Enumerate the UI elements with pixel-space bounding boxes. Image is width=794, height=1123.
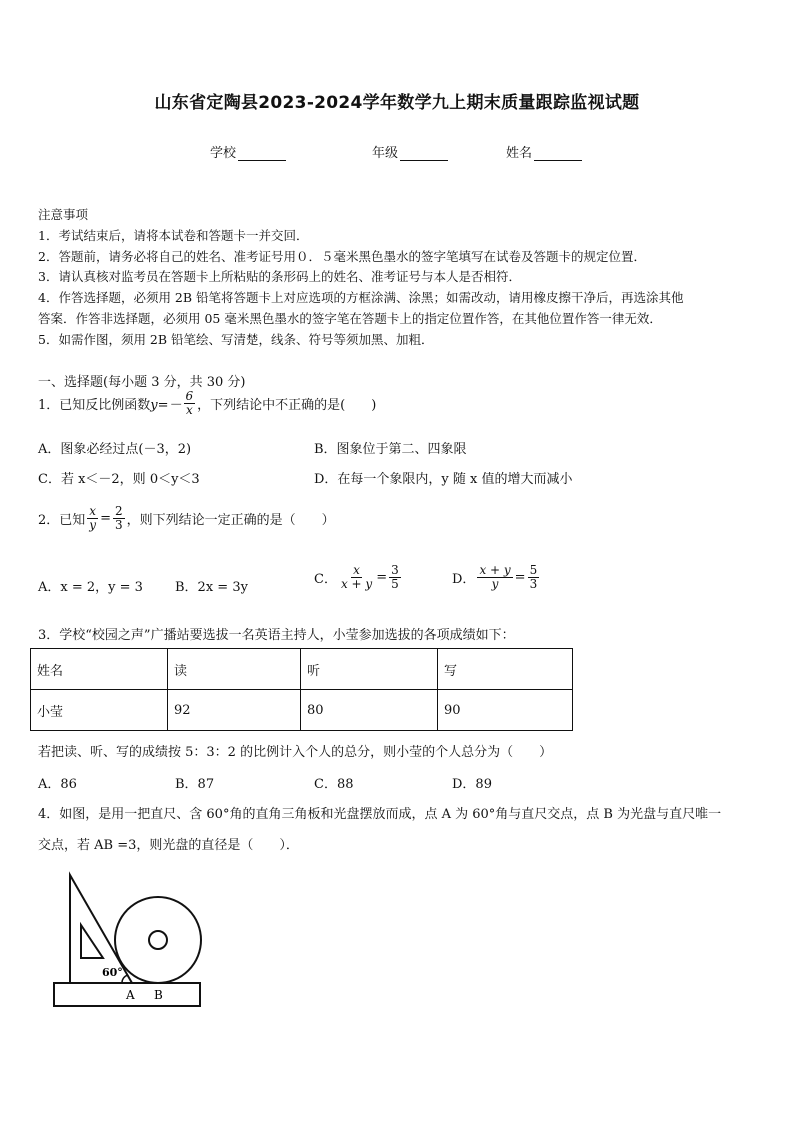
q2-option-d-label: D． <box>452 571 476 587</box>
name-label: 姓名 <box>506 146 533 161</box>
note-item-2: 2．答题前，请务必将自己的姓名、准考证号用０．５毫米黑色墨水的签字笔填写在试卷及答题卡的规定位置． <box>38 249 646 264</box>
q1-pre: 1．已知反比例函数 <box>38 397 151 413</box>
q2-d-den2: 3 <box>529 576 538 591</box>
q2-d-left <box>477 564 512 590</box>
q2-d-den: y <box>491 576 499 591</box>
question-4-line-1: 4．如图，是用一把直尺、含 60°角的直角三角板和光盘摆放而成，点 A 为 60°角与直尺交点，点 B 为光盘与直尺唯一 <box>38 807 722 822</box>
q1-fraction <box>184 390 196 416</box>
q2-c-right <box>389 564 401 590</box>
note-item-4-cont: 答案．作答非选择题，必须用 05 毫米黑色墨水的签字笔在答题卡上的指定位置作答，在其他位置作答一律无效． <box>38 311 662 326</box>
note-item-3: 3．请认真核对监考员在答题卡上所粘贴的条形码上的姓名、准考证号与本人是否相符． <box>38 269 521 284</box>
q2-option-c-label: C． <box>314 571 337 587</box>
school-label: 学校 <box>210 146 237 161</box>
table-cell: 80 <box>301 690 438 731</box>
question-2-stem <box>38 505 335 531</box>
q3-option-c: C．88 <box>314 777 354 792</box>
angle-label: 60° <box>102 966 123 979</box>
name-blank <box>534 146 582 161</box>
disc-hole-shape <box>149 931 167 949</box>
q2-den-y: y <box>89 517 97 532</box>
q2-c-equals: = <box>376 569 388 585</box>
q2-option-a: A．x = 2，y = 3 <box>38 580 143 595</box>
q2-c-num2: 3 <box>391 563 399 577</box>
table-header-cell: 写 <box>438 649 573 690</box>
q3-question: 若把读、听、写的成绩按 5：3：2 的比例计入个人的总分，则小莹的个人总分为（ ） <box>38 745 553 760</box>
q1-option-a: A．图象必经过点(－3，2) <box>38 442 192 457</box>
section-heading: 一、选择题(每小题 3 分，共 30 分) <box>38 375 246 390</box>
point-b-label: B <box>154 988 163 1002</box>
q1-fraction-num: 6 <box>185 389 194 403</box>
q1-post: ，下列结论中不正确的是( ) <box>197 397 377 413</box>
q2-option-b: B．2x = 3y <box>175 580 248 595</box>
figure-svg <box>48 868 218 1018</box>
table-header-cell: 姓名 <box>31 649 168 690</box>
q1-option-d: D．在每一个象限内，y 随 x 值的增大而减小 <box>314 472 573 487</box>
table-header-row <box>31 649 573 690</box>
question-4-line-2: 交点，若 AB =3，则光盘的直径是（ ）． <box>38 838 299 853</box>
table-row <box>31 690 573 731</box>
grade-field <box>372 142 448 161</box>
q2-fraction-xy <box>87 505 98 531</box>
question-3-stem: 3．学校“校园之声”广播站要选拔一名英语主持人，小莹参加选拔的各项成绩如下： <box>38 628 515 643</box>
q2-option-c <box>314 564 403 590</box>
q3-option-d: D．89 <box>452 777 492 792</box>
school-blank <box>238 146 286 161</box>
table-cell: 92 <box>168 690 301 731</box>
grade-label: 年级 <box>372 146 399 161</box>
q2-d-right <box>528 564 540 590</box>
q2-post: ，则下列结论一定正确的是（ ） <box>126 512 335 528</box>
score-table <box>30 648 573 731</box>
q2-fraction-23 <box>113 505 125 531</box>
q3-option-a: A．86 <box>38 777 77 792</box>
q2-num-2: 2 <box>114 504 123 518</box>
table-cell: 小莹 <box>31 690 168 731</box>
grade-blank <box>400 146 448 161</box>
q3-option-b: B．87 <box>175 777 215 792</box>
notes-heading: 注意事项 <box>38 207 89 222</box>
school-field <box>210 142 286 161</box>
table-header-cell: 听 <box>301 649 438 690</box>
q2-c-den2: 5 <box>391 576 399 591</box>
q2-c-num: x <box>353 563 360 577</box>
q2-c-left <box>339 564 374 590</box>
ruler-triangle-disc-figure <box>48 868 218 1022</box>
q1-option-c: C．若 x＜－2，则 0＜y＜3 <box>38 472 200 487</box>
table-header-cell: 读 <box>168 649 301 690</box>
note-item-4: 4．作答选择题，必须用 2B 铅笔将答题卡上对应选项的方框涂满、涂黑；如需改动，请用橡皮擦干净后，再选涂其他 <box>38 290 684 305</box>
point-a-label: A <box>126 988 135 1002</box>
q2-d-num2: 5 <box>529 563 538 577</box>
page-title: 山东省定陶县2023-2024学年数学九上期末质量跟踪监视试题 <box>154 93 640 113</box>
triangle-inner-shape <box>81 925 103 958</box>
name-field <box>506 142 582 161</box>
q1-option-b: B．图象位于第二、四象限 <box>314 442 467 457</box>
q2-equals: = <box>100 510 111 526</box>
q2-pre: 2．已知 <box>38 512 86 528</box>
q2-c-den: x + y <box>340 576 373 591</box>
q2-num-x: x <box>89 504 97 518</box>
q2-d-num: x + y <box>479 563 511 577</box>
question-1-stem <box>38 390 376 416</box>
table-cell: 90 <box>438 690 573 731</box>
note-item-1: 1．考试结束后，请将本试卷和答题卡一并交回． <box>38 228 309 243</box>
q1-function: y=－ <box>150 397 182 413</box>
q1-fraction-den: x <box>185 402 193 417</box>
q2-den-3: 3 <box>114 517 123 532</box>
q2-option-d <box>452 564 541 590</box>
disc-shape <box>115 897 201 983</box>
q2-d-equals: = <box>514 569 526 585</box>
note-item-5: 5．如需作图，须用 2B 铅笔绘、写清楚，线条、符号等须加黑、加粗． <box>38 332 434 347</box>
